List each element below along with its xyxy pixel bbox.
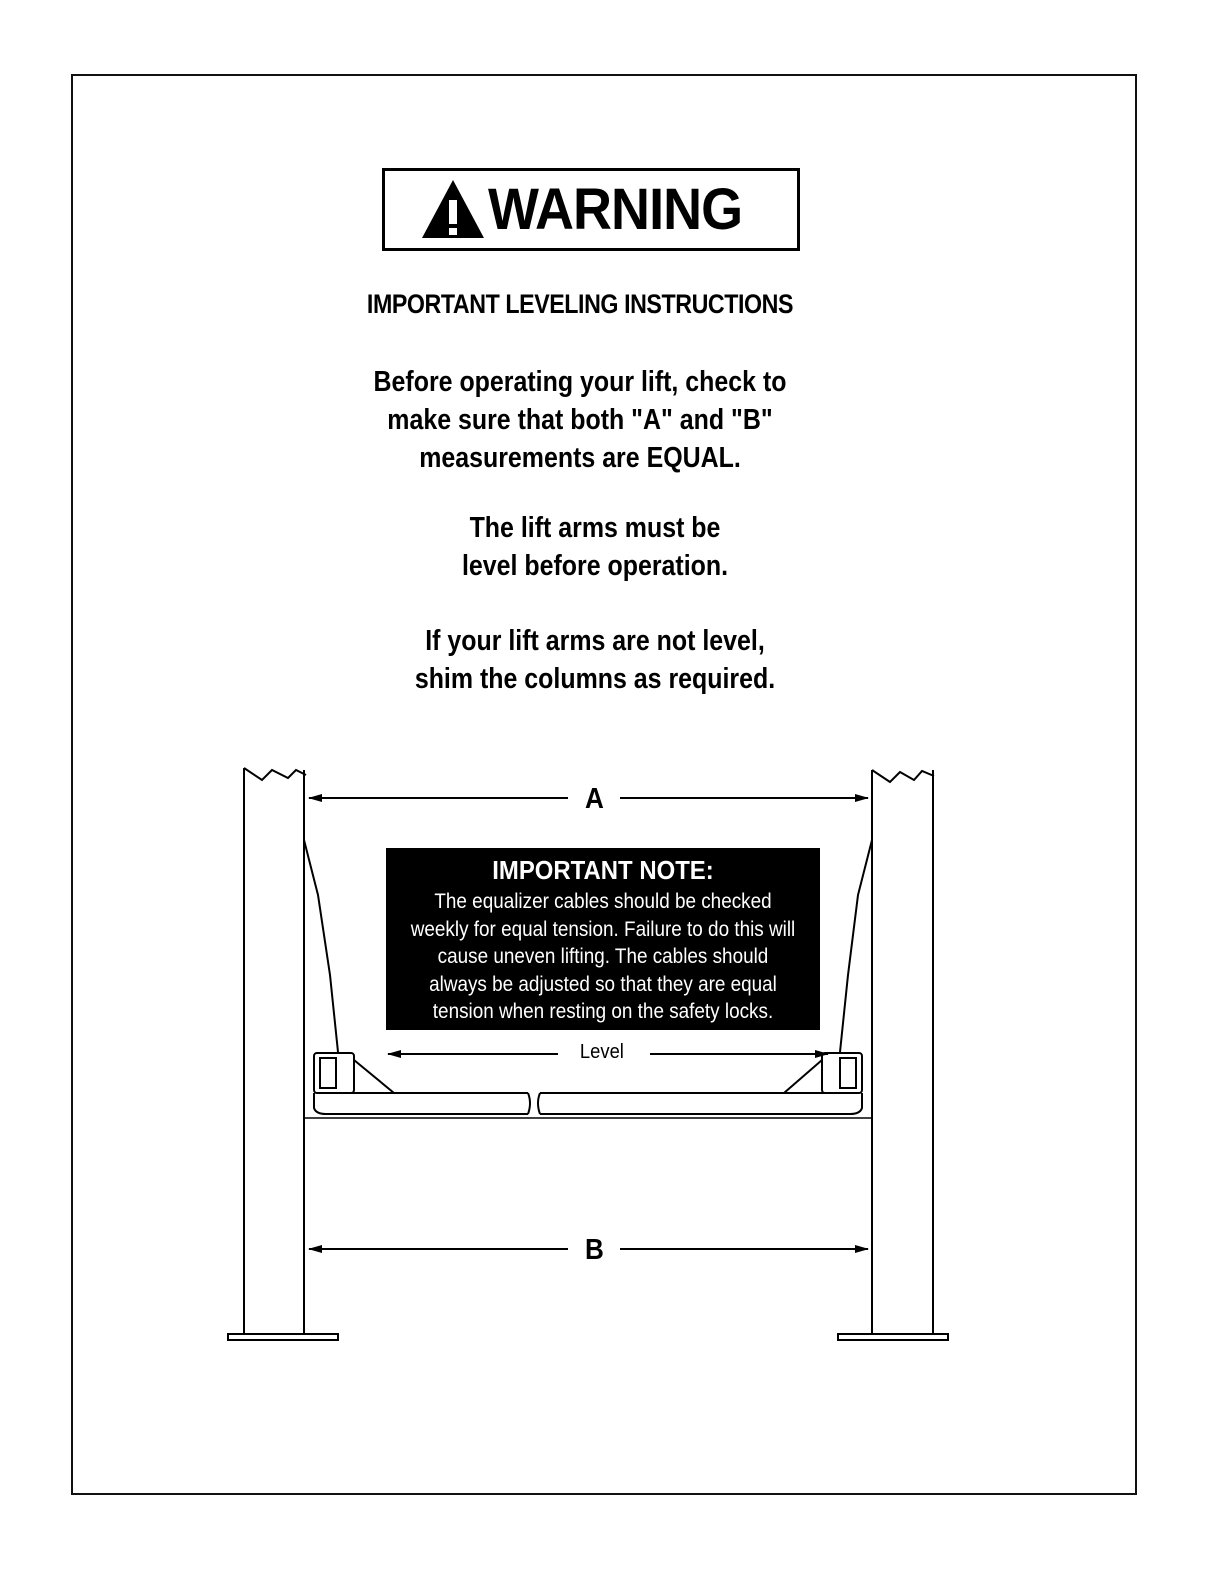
note-line: cause uneven lifting. The cables should: [437, 945, 769, 968]
note-line: tension when resting on the safety locks.: [432, 1000, 774, 1023]
instruction-line: The lift arms must be: [469, 512, 721, 544]
note-body: [408, 888, 799, 1026]
instruction-line: shim the columns as required.: [414, 663, 776, 695]
note-line: weekly for equal tension. Failure to do this will: [410, 917, 796, 941]
dimension-b-label: B: [585, 1234, 604, 1266]
instruction-line: level before operation.: [461, 550, 729, 582]
right-arm-carriage: [784, 1053, 862, 1114]
warning-label: WARNING: [488, 176, 743, 242]
note-line: The equalizer cables should be checked: [434, 890, 772, 913]
instruction-line: Before operating your lift, check to: [373, 366, 787, 398]
left-arm-carriage: [314, 1053, 394, 1114]
right-column: [838, 770, 948, 1340]
instruction-line: If your lift arms are not level,: [425, 625, 765, 657]
page-heading: IMPORTANT LEVELING INSTRUCTIONS: [366, 289, 794, 319]
note-title: IMPORTANT NOTE:: [492, 855, 714, 885]
instruction-line: make sure that both "A" and "B": [387, 404, 773, 436]
note-line: always be adjusted so that they are equal: [429, 972, 777, 996]
level-label: Level: [579, 1041, 624, 1063]
important-note-box: [386, 848, 820, 1030]
instruction-line: measurements are EQUAL.: [419, 442, 741, 474]
dimension-a-label: A: [585, 783, 604, 815]
